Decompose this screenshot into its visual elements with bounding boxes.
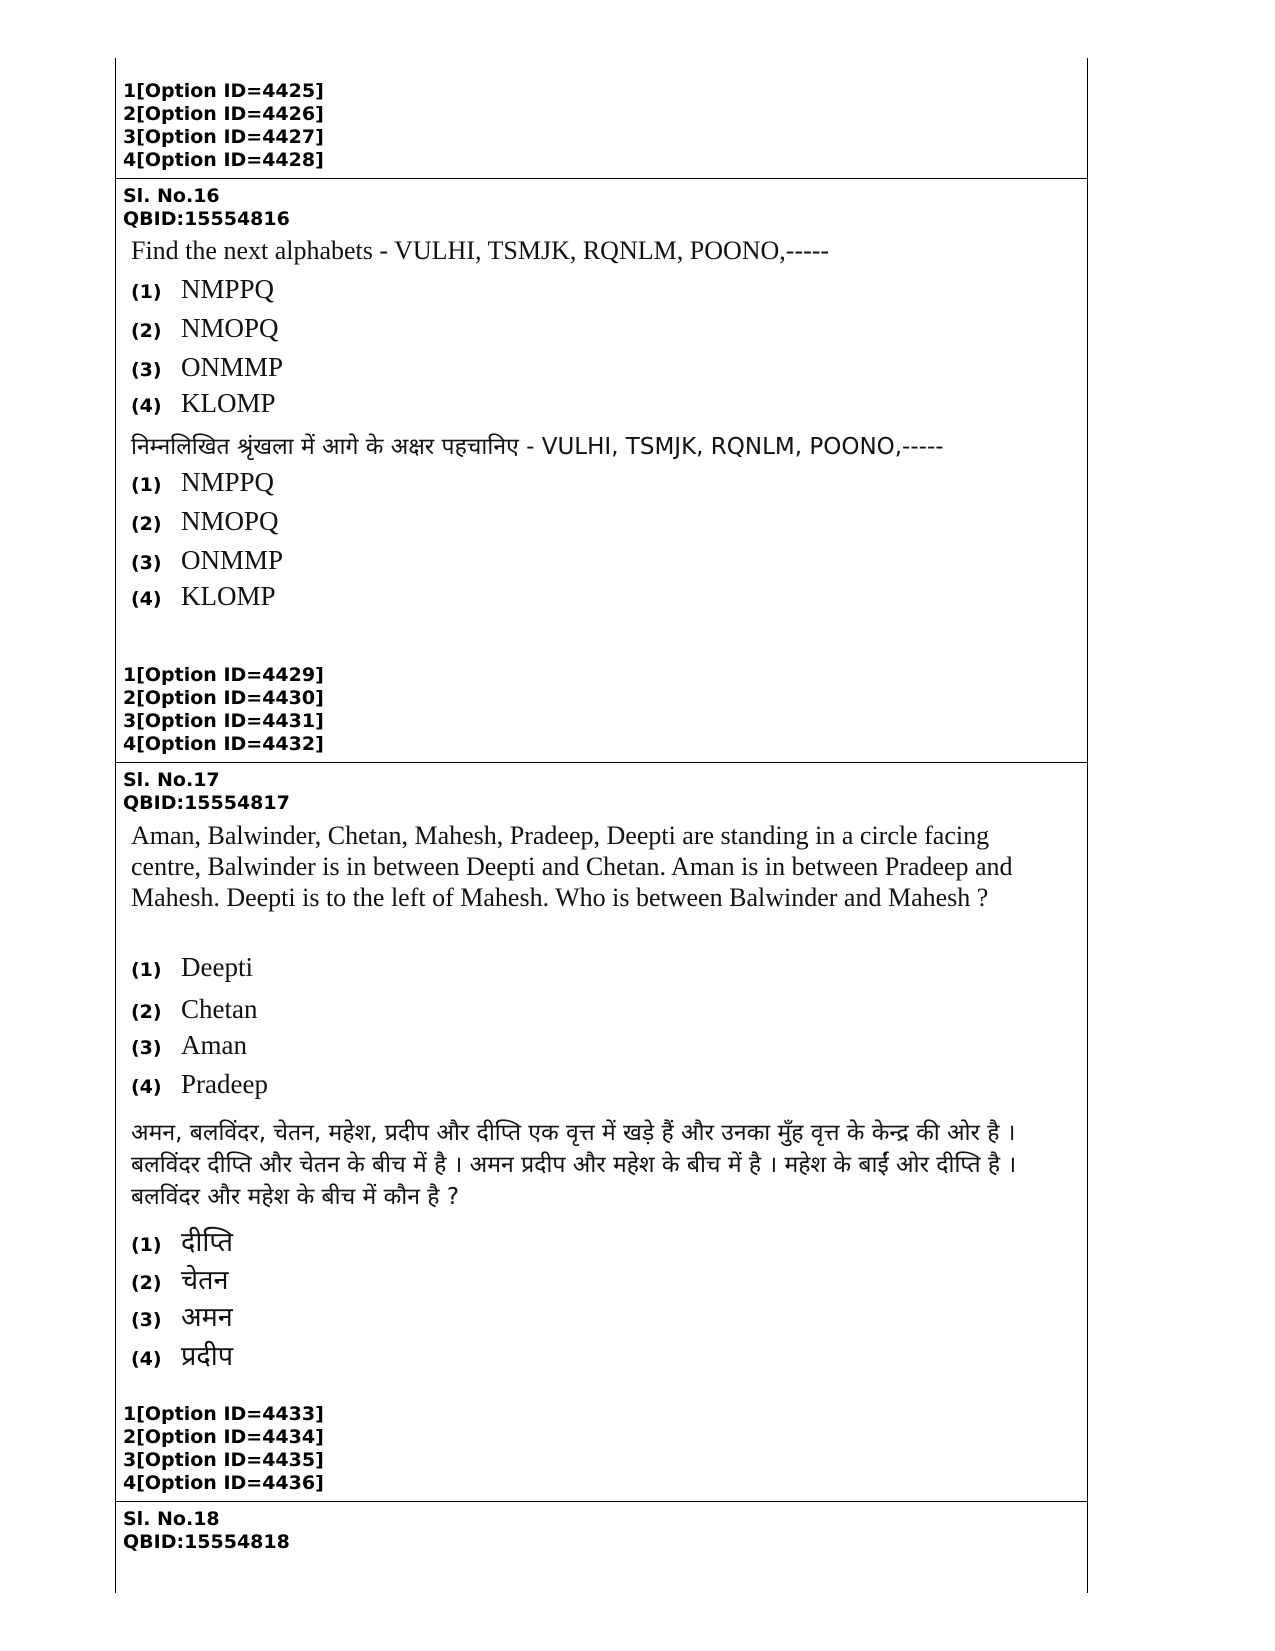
option-text: ONMMP [181,352,284,382]
option-ids-q16 [123,664,324,756]
option-number: (2) [131,1272,162,1294]
option-id: 2[Option ID=4434] [123,1426,324,1448]
option-text: Chetan [181,994,258,1024]
q18-header [123,1508,290,1554]
q16-option-hi-1 [131,467,274,498]
q17-stem-en: Aman, Balwinder, Chetan, Mahesh, Pradeep, Deepti are standing in a circle facing centre, Balwinder is in between Deepti and Chetan. Aman is in between Pradeep and Mahesh. Deepti is to the left of Mahesh. Who is between Balwinder and Mahesh ? [131,821,1013,912]
option-id: 1[Option ID=4433] [123,1403,324,1425]
q17-option-en-4 [131,1069,268,1100]
option-number: (2) [131,513,162,535]
q17-option-hi-3 [131,1297,233,1334]
option-number: (4) [131,588,162,610]
option-id: 3[Option ID=4431] [123,710,324,732]
option-text: NMOPQ [181,313,279,343]
option-text: NMPPQ [181,274,275,304]
serial-number: Sl. No.18 [123,1508,220,1530]
option-id: 2[Option ID=4430] [123,687,324,709]
serial-number: Sl. No.17 [123,769,220,791]
option-number: (3) [131,552,162,574]
option-id: 4[Option ID=4428] [123,149,324,171]
q16-option-en-3 [131,352,283,383]
option-number: (1) [131,959,162,981]
q16-stem-en: Find the next alphabets - VULHI, TSMJK, RQNLM, POONO,----- [131,236,830,265]
q17-header [123,769,290,815]
option-number: (1) [131,281,162,303]
option-text: दीप्ति [181,1227,234,1257]
divider [115,178,1088,179]
option-id: 1[Option ID=4425] [123,80,324,102]
option-number: (2) [131,320,162,342]
option-text: प्रदीप [181,1341,234,1371]
q16-stem-hi: निम्नलिखित श्रृंखला में आगे के अक्षर पहचानिए - VULHI, TSMJK, RQNLM, POONO,----- [131,434,944,460]
option-ids-q17 [123,1403,324,1495]
option-text: ONMMP [181,545,284,575]
option-number: (3) [131,1037,162,1059]
q17-option-hi-1 [131,1222,233,1259]
q16-option-hi-2 [131,506,279,537]
option-ids-q15 [123,80,324,172]
q16-option-hi-3 [131,545,283,576]
option-number: (4) [131,1076,162,1098]
q17-option-hi-4 [131,1336,233,1373]
option-number: (4) [131,1348,162,1370]
option-id: 3[Option ID=4427] [123,126,324,148]
option-text: Aman [181,1030,247,1060]
option-text: NMPPQ [181,467,275,497]
q16-option-en-2 [131,313,279,344]
divider [115,762,1088,763]
q17-option-en-3 [131,1030,247,1061]
option-number: (3) [131,1309,162,1331]
option-text: अमन [181,1302,233,1332]
option-text: KLOMP [181,581,276,611]
option-number: (2) [131,1001,162,1023]
q17-option-en-2 [131,994,257,1025]
option-number: (4) [131,395,162,417]
option-id: 4[Option ID=4436] [123,1472,324,1494]
q17-option-hi-2 [131,1260,229,1297]
q16-option-en-1 [131,274,274,305]
option-text: KLOMP [181,388,276,418]
q16-option-hi-4 [131,581,276,612]
option-text: NMOPQ [181,506,279,536]
option-text: चेतन [181,1265,229,1295]
q17-stem-hi: अमन, बलविंदर, चेतन, महेश, प्रदीप और दीप्ति एक वृत्त में खड़े हैं और उनका मुँह वृत्त के केन्द्र की ओर है । बलविंदर दीप्ति और चेतन के बीच में है । अमन प्रदीप और महेश के बीच में है । महेश के बाईं ओर दीप्ति है । बलविंदर और महेश के बीच में कौन है ? [131,1120,1017,1210]
qbid: QBID:15554818 [123,1531,290,1553]
option-number: (3) [131,359,162,381]
serial-number: Sl. No.16 [123,185,220,207]
option-id: 1[Option ID=4429] [123,664,324,686]
q17-option-en-1 [131,952,253,983]
q16-option-en-4 [131,388,276,419]
option-number: (1) [131,1234,162,1256]
option-text: Pradeep [181,1069,268,1099]
divider [115,1501,1088,1502]
option-id: 3[Option ID=4435] [123,1449,324,1471]
option-id: 2[Option ID=4426] [123,103,324,125]
option-number: (1) [131,474,162,496]
qbid: QBID:15554816 [123,208,290,230]
option-text: Deepti [181,952,253,982]
option-id: 4[Option ID=4432] [123,733,324,755]
q16-header [123,185,290,231]
qbid: QBID:15554817 [123,792,290,814]
